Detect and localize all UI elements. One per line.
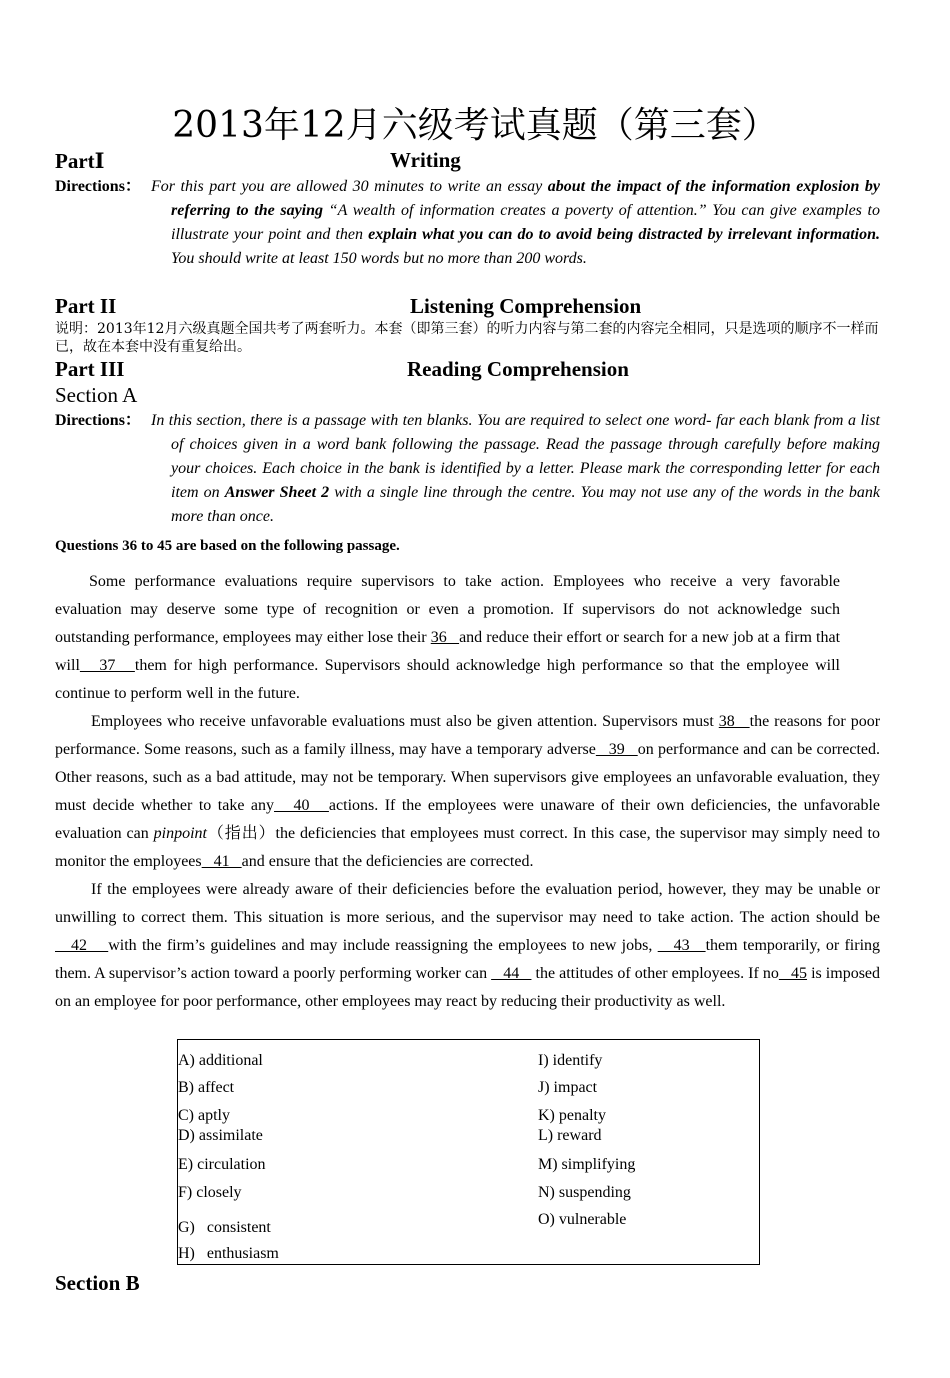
passage-paragraph-2: Employees who receive unfavorable evaluations must also be given attention. Supervisors must 38 the reasons for poor performance. Some reasons, such as a family illness, may have a temporary adverse 39 on performance and can be corrected. Other reasons, such as a bad attitude, may not be temporary. When supervisors give employees an unfavorable evaluation, they must decide whether to take any 40 actions. If the employees were unaware of their own deficiencies, the unfavorable evaluation can pinpoint（指出）the deficiencies that employees must correct. In this case, the supervisor may simply need to monitor the employees 41 and ensure that the deficiencies are corrected. bbox=[55, 713, 881, 870]
blank-36: 36 bbox=[430, 629, 460, 646]
directions-text: with a single line through the centre. You may not use any of the words in the bank more than once. bbox=[171, 484, 881, 525]
part3-heading bbox=[55, 357, 895, 383]
passage bbox=[55, 568, 880, 1016]
part1-heading bbox=[55, 148, 895, 174]
directions-text: “A wealth of information creates a poverty of attention.” You can give examples to illustrate your point and then bbox=[171, 202, 880, 243]
word-bank-item: O) vulnerable bbox=[538, 1211, 627, 1228]
writing-directions bbox=[55, 175, 880, 271]
part2-label: Part II bbox=[55, 294, 117, 318]
part3-label: Part III bbox=[55, 357, 125, 381]
word-bank-item: D) assimilate bbox=[178, 1127, 263, 1144]
section-a-heading: Section A bbox=[55, 383, 138, 407]
blank-37: 37 bbox=[79, 657, 135, 674]
directions-label: Directions： bbox=[55, 412, 141, 429]
word-bank-item: M) simplifying bbox=[538, 1156, 636, 1173]
passage-paragraph-3: If the employees were already aware of their deficiencies before the evaluation period, however, they may be unable or unwilling to correct them. This situation is more serious, and the supervisor may need to take action. The action should be 42 with the firm’s guidelines and may include reassigning the employees to new jobs, 43 them temporarily, or firing them. A supervisor’s action toward a poorly performing worker can 44 the attitudes of other employees. If no 45 is imposed on an employee for poor performance, other employees may react by reducing their productivity as well. bbox=[55, 881, 881, 1010]
page-title: 2013年12月六级考试真题（第三套） bbox=[172, 105, 778, 146]
word-bank-item: N) suspending bbox=[538, 1184, 631, 1201]
word-bank-item: B) affect bbox=[178, 1079, 235, 1096]
listening-note: 说明：2013年12月六级真题全国共考了两套听力。本套（即第三套）的听力内容与第二套的内容完全相同，只是选项的顺序不一样而已，故在本套中没有重复给出。 bbox=[55, 321, 879, 355]
word-bank bbox=[177, 1039, 760, 1265]
word-bank-item: F) closely bbox=[178, 1184, 242, 1201]
blank-41: 41 bbox=[201, 853, 242, 870]
part2-title: Listening Comprehension bbox=[410, 294, 642, 318]
part1-label: PartⅠ bbox=[55, 149, 105, 173]
directions-text: For this part you are allowed 30 minutes to write an essay bbox=[151, 178, 548, 195]
blank-43: 43 bbox=[657, 937, 706, 954]
pinpoint-word: pinpoint bbox=[153, 825, 207, 842]
word-bank-item: H) enthusiasm bbox=[178, 1245, 279, 1262]
word-bank-item: E) circulation bbox=[178, 1156, 266, 1173]
word-bank-item: G) consistent bbox=[178, 1219, 271, 1236]
blank-40: 40 bbox=[274, 797, 329, 814]
word-bank-item: I) identify bbox=[538, 1052, 603, 1069]
section-b-heading: Section B bbox=[55, 1271, 140, 1295]
directions-bold: explain what you can do to avoid being distracted by irrelevant information. bbox=[368, 226, 881, 243]
word-bank-item: A) additional bbox=[178, 1052, 263, 1069]
directions-text: You should write at least 150 words but no more than 200 words. bbox=[171, 250, 587, 267]
passage-paragraph-1: Some performance evaluations require supervisors to take action. Employees who receive a very favorable evaluation may deserve some type of recognition or even a promotion. If supervisors do not acknowledge such outstanding performance, employees may either lose their 36 and reduce their effort or search for a new job at a firm that will 37 them for high performance. Supervisors should acknowledge high performance so that the employee will continue to perform well in the future. bbox=[55, 573, 841, 702]
blank-42: 42 bbox=[55, 937, 109, 954]
questions-heading: Questions 36 to 45 are based on the following passage. bbox=[55, 538, 400, 554]
directions-label: Directions： bbox=[55, 178, 141, 195]
reading-directions bbox=[55, 409, 880, 529]
blank-45: 45 bbox=[778, 965, 808, 982]
directions-bold: about the impact of the information explosion by referring to the saying bbox=[171, 178, 880, 219]
word-bank-item: C) aptly bbox=[178, 1107, 230, 1124]
directions-text: In this section, there is a passage with ten blanks. You are required to select one word- far each blank from a list of choices given in a word bank following the passage. Read the passage through carefully before making your choices. Each choice in the bank is identified by a letter. Please mark the corresponding letter for each item on bbox=[151, 412, 880, 501]
part3-title: Reading Comprehension bbox=[407, 357, 629, 381]
word-bank-item: K) penalty bbox=[538, 1107, 606, 1124]
directions-bold: Answer Sheet 2 bbox=[224, 484, 330, 501]
blank-38: 38 bbox=[718, 713, 750, 730]
part2-heading bbox=[55, 294, 895, 320]
blank-44: 44 bbox=[491, 965, 532, 982]
word-bank-item: L) reward bbox=[538, 1127, 602, 1144]
part1-title: Writing bbox=[390, 148, 461, 172]
word-bank-item: J) impact bbox=[538, 1079, 598, 1096]
blank-39: 39 bbox=[595, 741, 638, 758]
